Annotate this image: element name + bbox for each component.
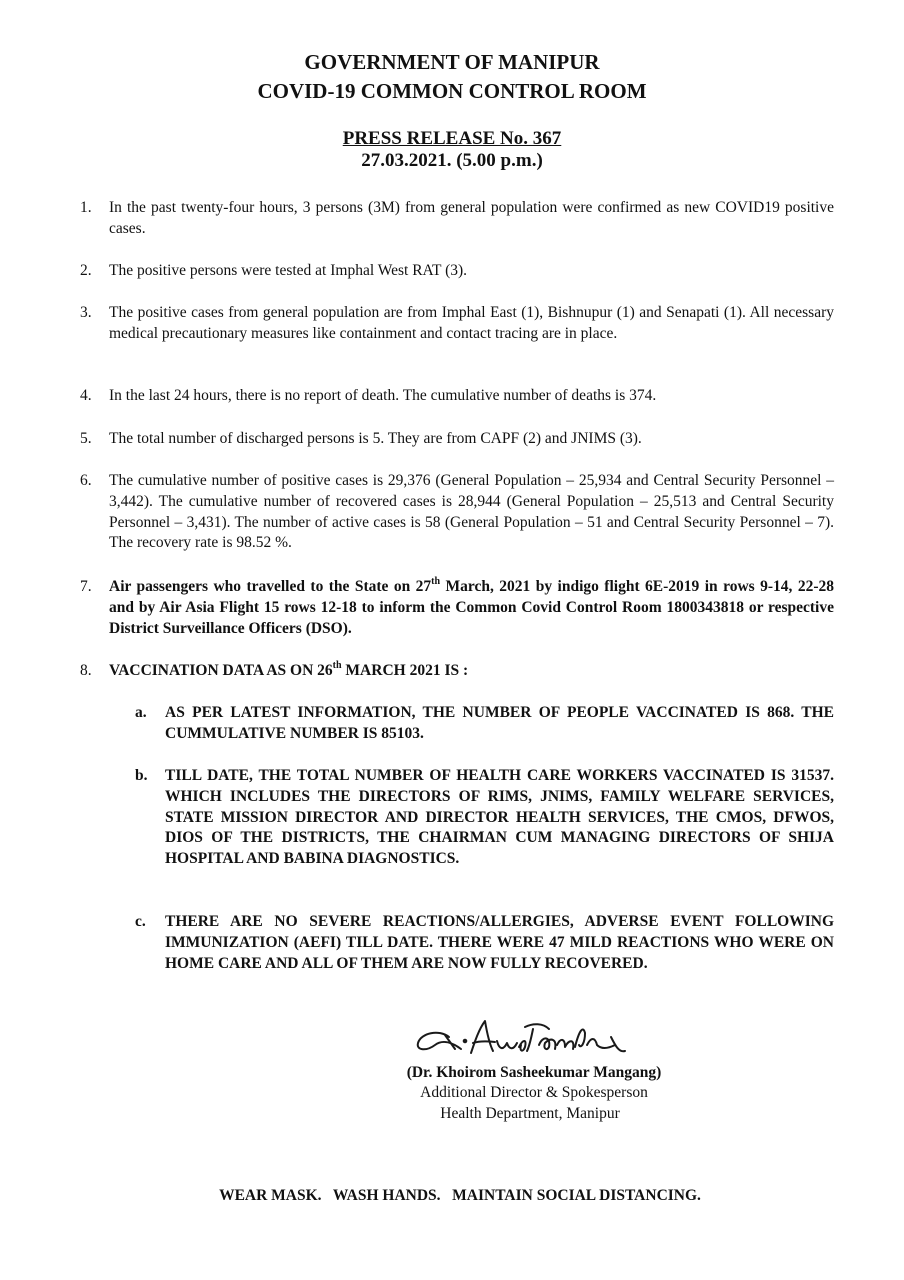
list-item (80, 261, 834, 282)
press-release-number: PRESS RELEASE No. 367 (342, 128, 562, 149)
signatory-title: Additional Director & Spokesperson (420, 1084, 648, 1101)
item-number: 1. (80, 199, 92, 216)
item-number: 8. (80, 662, 92, 679)
item-text: The cumulative number of positive cases is 29,376 (General Population – 25,934 and Central Security Personnel – 3,442). The cumulative number of recovered cases is 28,944 (General Population – 25,513 and Central Security Personnel – 3,431). The number of active cases is 58 (General Population – 51 and Central Security Personnel – 7). The recovery rate is 98.52 %. (109, 472, 834, 552)
handwritten-signature (415, 1015, 630, 1065)
item-number: 2. (80, 262, 92, 279)
footer-slogan: WEAR MASK. WASH HANDS. MAINTAIN SOCIAL DISTANCING. (219, 1187, 701, 1204)
item-text: The positive cases from general population are from Imphal East (1), Bishnupur (1) and Senapati (1). All necessary medical precautionary measures like containment and contact tracing are in place. (109, 304, 834, 342)
item-number: 7. (80, 578, 92, 595)
government-heading: GOVERNMENT OF MANIPUR (304, 50, 600, 74)
list-item (80, 577, 834, 639)
item-letter: b. (135, 767, 148, 784)
item-number: 5. (80, 430, 92, 447)
vaccination-item (135, 766, 834, 870)
item-number: 4. (80, 387, 92, 404)
item-text: In the last 24 hours, there is no report of death. The cumulative number of deaths is 374. (109, 387, 657, 404)
item-text: THERE ARE NO SEVERE REACTIONS/ALLERGIES, ADVERSE EVENT FOLLOWING IMMUNIZATION (AEFI) TILL DATE. THERE WERE 47 MILD REACTIONS WHO WERE ON HOME CARE AND ALL OF THEM ARE NOW FULLY RECOVERED. (165, 913, 834, 972)
superscript-ordinal: th (431, 575, 441, 587)
signatory-department: Health Department, Manipur (440, 1105, 620, 1122)
vaccination-heading: VACCINATION DATA AS ON 26th MARCH 2021 IS : (109, 659, 469, 679)
list-item (80, 661, 834, 682)
superscript-ordinal: th (332, 659, 342, 671)
item-text: TILL DATE, THE TOTAL NUMBER OF HEALTH CARE WORKERS VACCINATED IS 31537. WHICH INCLUDES THE DIRECTORS OF RIMS, JNIMS, FAMILY WELFARE SERVICES, STATE MISSION DIRECTOR AND DIRECTOR HEALTH SERVICES, THE CMOS, DFWOS, DIOS OF THE DISTRICTS, THE CHAIRMAN CUM MANAGING DIRECTORS OF SHIJA HOSPITAL AND BABINA DIAGNOSTICS. (165, 767, 834, 868)
item-letter: a. (135, 704, 147, 721)
list-item (80, 471, 834, 554)
air-passenger-notice: Air passengers who travelled to the State on 27th March, 2021 by indigo flight 6E-2019 in rows 9-14, 22-28 and by Air Asia Flight 15 rows 12-18 to inform the Common Covid Control Room 1800343818 or respective District Surveillance Officers (DSO). (109, 575, 834, 637)
signatory-name: (Dr. Khoirom Sasheekumar Mangang) (406, 1064, 662, 1081)
list-item (80, 303, 834, 345)
list-item (80, 198, 834, 240)
vaccination-item (135, 912, 834, 974)
item-number: 3. (80, 304, 92, 321)
list-item (80, 386, 834, 407)
item-text: The total number of discharged persons is 5. They are from CAPF (2) and JNIMS (3). (109, 430, 642, 447)
item-number: 6. (80, 472, 92, 489)
item-letter: c. (135, 913, 146, 930)
item-text: The positive persons were tested at Imphal West RAT (3). (109, 262, 468, 279)
control-room-heading: COVID-19 COMMON CONTROL ROOM (257, 79, 647, 103)
vaccination-item (135, 703, 834, 745)
press-release-datetime: 27.03.2021. (5.00 p.m.) (361, 150, 543, 171)
item-text: In the past twenty-four hours, 3 persons (3M) from general population were confirmed as new COVID19 positive cases. (109, 199, 834, 237)
list-item (80, 429, 834, 450)
item-text: AS PER LATEST INFORMATION, THE NUMBER OF PEOPLE VACCINATED IS 868. THE CUMMULATIVE NUMBER IS 85103. (165, 704, 834, 742)
